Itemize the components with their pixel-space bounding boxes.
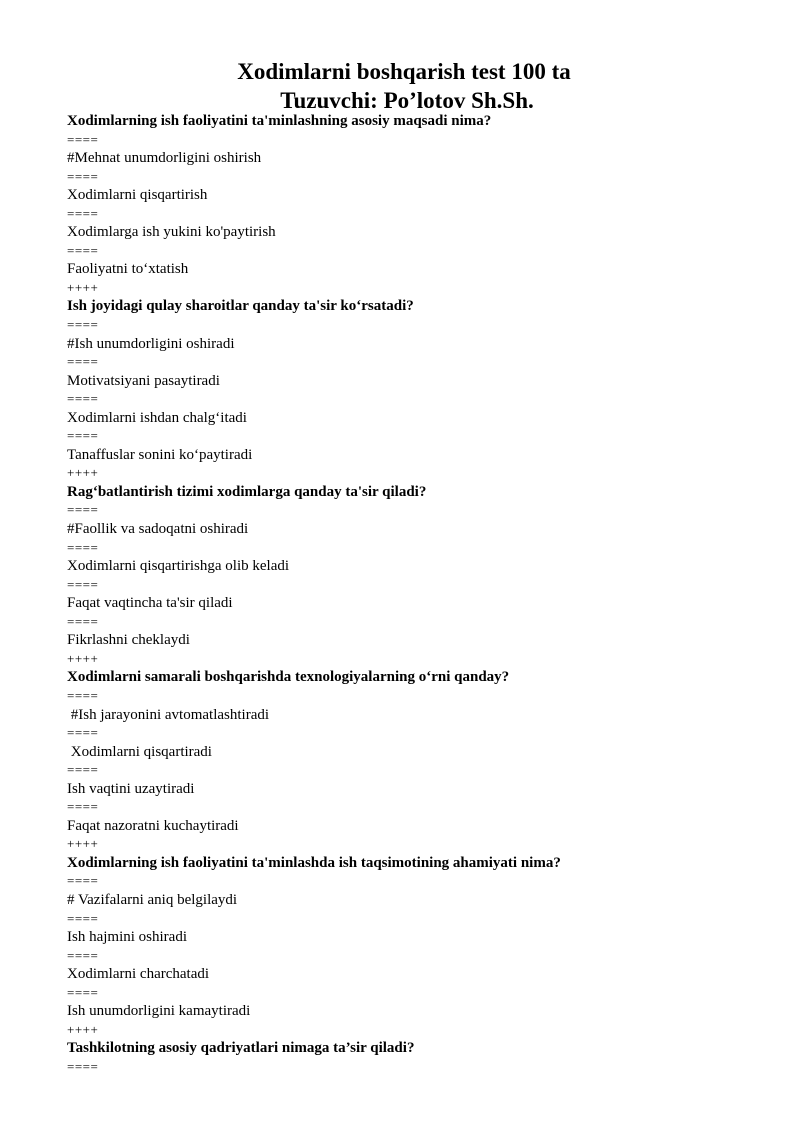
answer-option: Xodimlarga ish yukini ko'paytirish xyxy=(67,224,276,241)
separator-line: ==== xyxy=(67,502,99,518)
separator-line: ++++ xyxy=(67,1021,99,1037)
answer-option: Motivatsiyani pasaytiradi xyxy=(67,372,220,389)
separator-line: ==== xyxy=(67,168,99,184)
answer-option: Xodimlarni qisqartirish xyxy=(67,187,208,204)
answer-option: #Mehnat unumdorligini oshirish xyxy=(67,150,262,167)
separator-line: ==== xyxy=(67,354,99,370)
document-author-line: Tuzuvchi: Po’lotov Sh.Sh. xyxy=(280,88,534,113)
answer-option: Xodimlarni qisqartiradi xyxy=(67,743,212,760)
answer-option: #Ish jarayonini avtomatlashtiradi xyxy=(67,706,270,723)
separator-line: ==== xyxy=(67,910,99,926)
separator-line: ==== xyxy=(67,725,99,741)
question-text: Xodimlarning ish faoliyatini ta'minlashning asosiy maqsadi nima? xyxy=(67,113,492,129)
answer-option: Ish unumdorligini kamaytiradi xyxy=(67,1003,251,1020)
separator-line: ==== xyxy=(67,242,99,258)
answer-option: #Faollik va sadoqatni oshiradi xyxy=(67,521,249,538)
answer-option: Xodimlarni ishdan chalg‘itadi xyxy=(67,409,247,426)
separator-line: ==== xyxy=(67,576,99,592)
question-text: Xodimlarning ish faoliyatini ta'minlashda ish taqsimotining ahamiyati nima? xyxy=(67,854,561,871)
answer-option: Fikrlashni cheklaydi xyxy=(67,632,190,649)
answer-option: #Ish unumdorligini oshiradi xyxy=(67,335,235,352)
separator-line: ==== xyxy=(67,391,99,407)
separator-line: ++++ xyxy=(67,650,99,666)
answer-option: Xodimlarni qisqartirishga olib keladi xyxy=(67,558,290,575)
question-text: Xodimlarni samarali boshqarishda texnologiyalarning o‘rni qanday? xyxy=(67,669,510,686)
document-title: Xodimlarni boshqarish test 100 ta xyxy=(237,59,571,84)
question-text: Tashkilotning asosiy qadriyatlari nimaga ta’sir qiladi? xyxy=(67,1040,415,1057)
separator-line: ==== xyxy=(67,1058,99,1074)
separator-line: ==== xyxy=(67,762,99,778)
answer-option: Ish vaqtini uzaytiradi xyxy=(67,780,195,797)
separator-line: ==== xyxy=(67,799,99,815)
separator-line: ==== xyxy=(67,947,99,963)
question-text: Rag‘batlantirish tizimi xodimlarga qanday ta'sir qiladi? xyxy=(67,483,427,500)
separator-line: ++++ xyxy=(67,279,99,295)
answer-option: Tanaffuslar sonini ko‘paytiradi xyxy=(67,446,253,463)
separator-line: ++++ xyxy=(67,465,99,481)
answer-option: Ish hajmini oshiradi xyxy=(67,929,187,946)
test-content xyxy=(67,112,767,1076)
separator-line: ==== xyxy=(67,131,99,147)
answer-option: Faoliyatni to‘xtatish xyxy=(67,261,189,278)
separator-line: ==== xyxy=(67,317,99,333)
separator-line: ==== xyxy=(67,687,99,703)
answer-option: Faqat vaqtincha ta'sir qiladi xyxy=(67,595,233,612)
separator-line: ==== xyxy=(67,539,99,555)
separator-line: ==== xyxy=(67,613,99,629)
answer-option: Xodimlarni charchatadi xyxy=(67,966,210,983)
answer-option: Faqat nazoratni kuchaytiradi xyxy=(67,817,239,834)
separator-line: ++++ xyxy=(67,836,99,852)
separator-line: ==== xyxy=(67,984,99,1000)
separator-line: ==== xyxy=(67,428,99,444)
separator-line: ==== xyxy=(67,205,99,221)
separator-line: ==== xyxy=(67,873,99,889)
question-text: Ish joyidagi qulay sharoitlar qanday ta'sir ko‘rsatadi? xyxy=(67,298,414,315)
answer-option: # Vazifalarni aniq belgilaydi xyxy=(67,891,238,908)
